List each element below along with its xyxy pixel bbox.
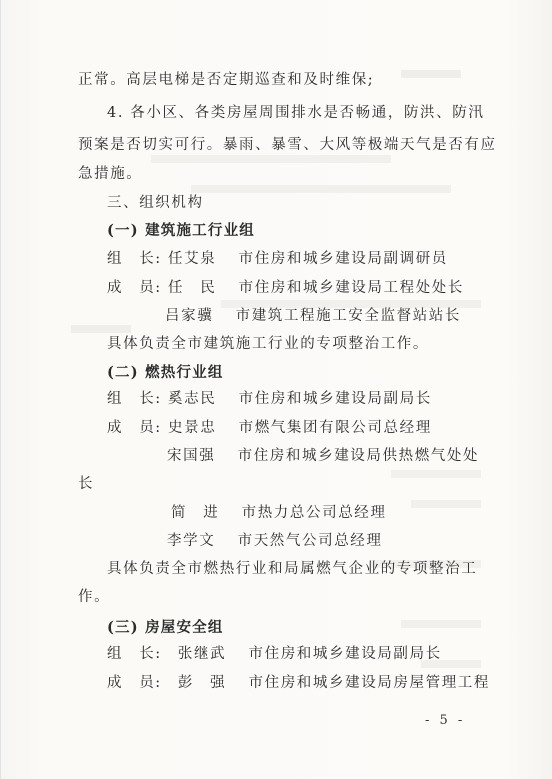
subsection-heading: (一) 建筑施工行业组 [107,222,255,239]
member-line: 成 员: 史景忠 市燃气集团有限公司总经理 [107,420,432,436]
member-line: 组 长: 任艾泉 市住房和城乡建设局副调研员 [107,251,448,267]
member-line: 李学文 市天然气公司总经理 [167,533,383,549]
subsection-heading: (二) 燃热行业组 [107,364,224,381]
subsection-heading: (三) 房屋安全组 [107,619,224,636]
body-line: 具体负责全市燃热行业和局属燃气企业的专项整治工 [107,561,478,577]
member-line: 成 员: 彭 强 市住房和城乡建设局房屋管理工程 [107,675,490,691]
member-line: 组 长: 奚志民 市住房和城乡建设局副局长 [107,391,432,407]
member-line: 吕家骥 市建筑工程施工安全监督站站长 [165,308,462,324]
member-line: 简 进 市热力总公司总经理 [171,505,387,521]
page-number: - 5 - [425,713,466,728]
body-line: 急措施。 [78,166,143,182]
body-line: 4. 各小区、各类房屋周围排水是否畅通，防洪、防汛 [107,105,485,121]
member-line: 宋国强 市住房和城乡建设局供热燃气处处 [167,448,480,464]
body-line: 具体负责全市建筑施工行业的专项整治工作。 [107,336,429,352]
body-line: 长 [78,476,95,492]
member-line: 组 长: 张继武 市住房和城乡建设局副局长 [107,646,442,662]
member-line: 成 员: 任 民 市住房和城乡建设局工程处处长 [107,280,465,296]
section-heading: 三、组织机构 [107,195,204,211]
body-line: 作。 [78,589,111,605]
body-line: 预案是否切实可行。暴雨、暴雪、大风等极端天气是否有应 [78,137,497,153]
body-line: 正常。高层电梯是否定期巡查和及时维保; [78,72,375,88]
